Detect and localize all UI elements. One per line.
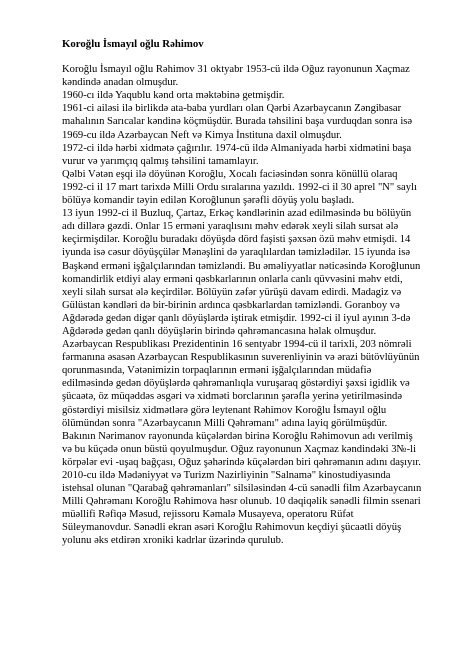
document-body	[62, 38, 422, 548]
paragraph-school: 1960-cı ildə Yaqublu kənd orta məktəbinə getmişdir.	[62, 90, 285, 102]
paragraph-volunteer: Qəlbi Vətən eşqi ilə döyünən Koroğlu, Xocalı faciəsindən sonra könüllü olaraq 1992-ci il 17 mart tarixdə Milli Ordu sıralarına yazıldı. 1992-ci il 30 aprel "N" saylı bölüyə komandir təyin edilən Koroğlunun şərəfli döyüş yolu başladı.	[62, 168, 417, 207]
document-title: Koroğlu İsmayıl oğlu Rəhimov	[62, 38, 204, 50]
paragraph-battles: 13 iyun 1992-ci il Buzluq, Çartaz, Erkəç kəndlərinin azad edilməsində bu bölüyün adı dillərə gəzdi. Onlar 15 erməni yaraqlısını məhv edərək xeyli silah sursat ələ keçirmişdilər. Koroğlu buradakı döyüşdə dörd faşisti şəxsən özü məhv etmişdi. 14 iyunda isə cəsur döyüşçülər Mənəşlini də yaraqlılardan təmizlədilər. 15 iyunda isə Başkənd erməni işğalçılarından təmizləndi. Bu əməliyyatlar nəticəsində Koroğlunun komandirlik etdiyi alay erməni qəsbkarlarının onlarla canlı qüvvəsini məhv etdi, xeyli silah sursat ələ keçirdilər. Bölüyün zəfər yürüşü davam edirdi. Madagiz və Gülüstan kəndləri də bir-birinin ardınca qəsbkarlardan təmizləndi. Goranboy və Ağdərədə gedən digər qanlı döyüşlərdə iştirak etmişdir. 1992-ci il iyul ayının 3-də Ağdərədə gedən qanlı döyüşlərin birində qəhrəmancasına həlak olmuşdur.	[62, 208, 421, 337]
paragraph-national-hero: Azərbaycan Respublikası Prezidentinin 16 sentyabr 1994-cü il tarixli, 203 nömrəli fərmanına əsasən Azərbaycan Respublikasının suverenliyinin və ərazi bütövlüyünün qorunmasında, Vətənimizin torpaqlarının erməni işğalçılarından müdafiə edilməsində gedən döyüşlərdə qəhrəmanlıqla vuruşaraq göstərdiyi şəxsi igidlik və şücaətə, öz müqəddəs əsgəri və xidməti borclarının şərəflə yerinə yetirilməsində göstərdiyi misilsiz xidmətlərə görə leytenant Rəhimov Koroğlu İsmayıl oğlu ölümündən sonra "Azərbaycanın Milli Qəhrəmanı" adına layiq görülmüşdür.	[62, 339, 420, 429]
paragraph-relocation: 1961-ci ailəsi ilə birlikdə ata-baba yurdları olan Qərbi Azərbaycanın Zəngibasar mahalının Sarıcalar kəndinə köçmüşdür. Burada təhsilini başa vurduqdan sonra isə 1969-cu ildə Azərbaycan Neft və Kimya İnstituna daxil olmuşdur.	[62, 103, 413, 141]
paragraph-birth: Koroğlu İsmayıl oğlu Rəhimov 31 oktyabr 1953-cü ildə Oğuz rayonunun Xaçmaz kəndində anadan olmuşdur.	[62, 64, 410, 89]
paragraph-memorial: Bakının Nərimanov rayonunda küçələrdən birinə Koroğlu Rəhimovun adı verilmiş və bu küçədə onun büstü qoyulmuşdur. Oğuz rayonunun Xaçmaz kəndindəki 3№-li körpələr evi -uşaq bağçası, Oğuz şəhərində küçələrdən biri qəhrəmanın adını daşıyır. 2010-cu ildə Mədəniyyət və Turizm Nazirliyinin "Salnamə" kinostudiyasında istehsal olunan "Qarabağ qəhrəmanları" silsiləsindən 4-cü sənədli film Azərbaycanın Milli Qəhrəmanı Koroğlu Rəhimova həsr olunub. 10 dəqiqəlik sənədli filmin ssenari müəllifi Rəfiqə Məsud, rejissoru Kəmalə Musayeva, operatoru Rüfət Süleymanovdur. Sənədli ekran əsəri Koroğlu Rəhimovun keçdiyi şücaətli döyüş yolunu əks etdirən xroniki kadrlar üzərində qurulub.	[62, 430, 422, 547]
paragraph-military-service: 1972-ci ildə hərbi xidmətə çağırılır. 1974-cü ildə Almaniyada hərbi xidmətini başa vurur və yarımçıq qalmış təhsilini tamamlayır.	[62, 142, 412, 167]
